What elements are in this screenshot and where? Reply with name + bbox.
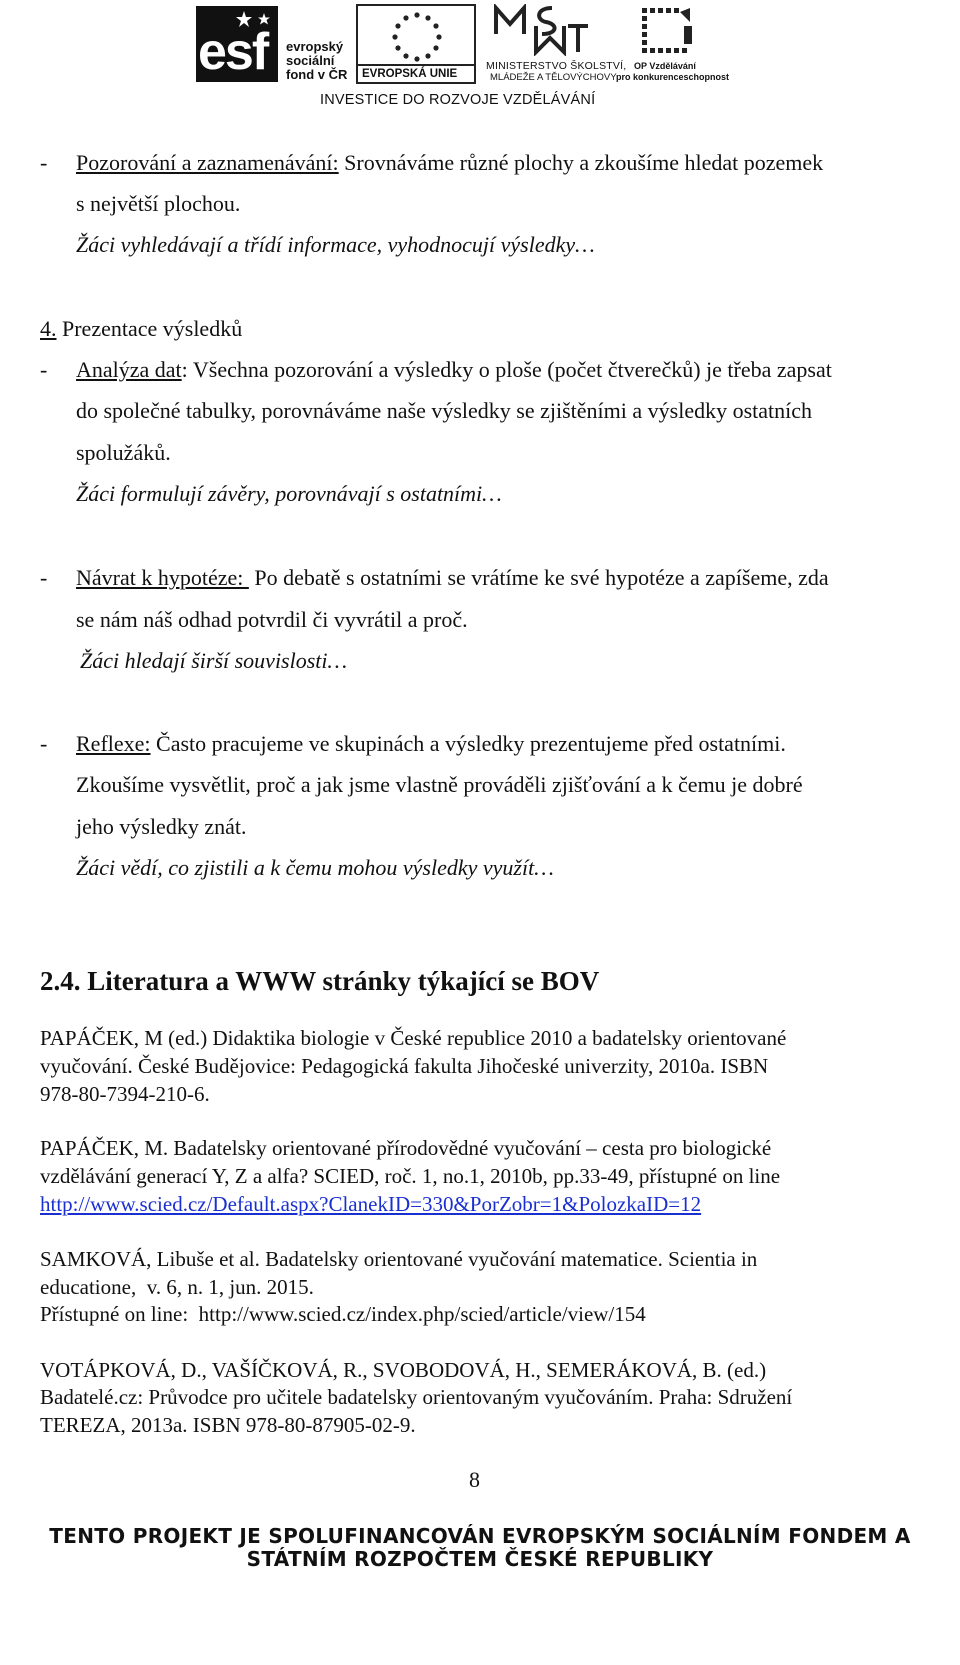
reference-2-line2: vzdělávání generací Y, Z a alfa? SCIED, roč. 1, no.1, 2010b, pp.33-49, přístupné on line — [40, 1164, 781, 1188]
paragraph-reflection-line1 — [76, 732, 786, 756]
section-heading: 2.4. Literatura a WWW stránky týkající se BOV — [40, 966, 600, 996]
italic-analysis: Žáci formulují závěry, porovnávají s ostatními… — [76, 481, 502, 506]
bullet-dash: - — [40, 150, 48, 175]
paragraph-hypothesis-line1 — [76, 566, 829, 590]
reference-4-line2: Badatelé.cz: Průvodce pro učitele badatelsky orientovaným vyučováním. Praha: Sdružení — [40, 1385, 793, 1409]
reference-3-line3: Přístupné on line: http://www.scied.cz/index.php/scied/article/view/154 — [40, 1302, 646, 1326]
paragraph-observation-line1 — [76, 151, 823, 175]
section-4-number: 4. — [40, 316, 57, 341]
op-logo — [614, 6, 730, 86]
italic-reflection: Žáci vědí, co zjistili a k čemu mohou výsledky využít… — [76, 855, 554, 880]
esf-logo — [196, 6, 356, 82]
op-line2: pro konkurenceschopnost — [616, 72, 730, 82]
bullet-dash: - — [40, 565, 48, 590]
reference-1-line1: PAPÁČEK, M (ed.) Didaktika biologie v České republice 2010 a badatelsky orientované — [40, 1026, 787, 1050]
reference-4-line1: VOTÁPKOVÁ, D., VAŠÍČKOVÁ, R., SVOBODOVÁ, H., SEMERÁKOVÁ, B. (ed.) — [40, 1358, 767, 1382]
msmt-line2: MLÁDEŽE A TĚLOVÝCHOVY — [490, 72, 617, 83]
label-observation: Pozorování a zaznamenávání: — [76, 150, 339, 175]
section-4-heading — [40, 317, 242, 341]
msmt-line1: MINISTERSTVO ŠKOLSTVÍ, — [486, 60, 627, 72]
header-logos — [0, 0, 960, 115]
label-reflection: Reflexe: — [76, 731, 151, 756]
eu-label: EVROPSKÁ UNIE — [362, 68, 458, 80]
paragraph-observation-line2: s největší plochou. — [76, 191, 241, 216]
text-analysis-1: : Všechna pozorování a výsledky o ploše (počet čtverečků) je třeba zapsat — [181, 357, 832, 382]
bullet-dash: - — [40, 731, 48, 756]
footer-line1: TENTO PROJEKT JE SPOLUFINANCOVÁN EVROPSKÝM SOCIÁLNÍM FONDEM A — [49, 1524, 911, 1548]
paragraph-reflection-line3: jeho výsledky znát. — [76, 814, 247, 839]
text-observation-1: Srovnáváme různé plochy a zkoušíme hledat pozemek — [338, 150, 824, 175]
reference-4-line3: TEREZA, 2013a. ISBN 978-80-87905-02-9. — [40, 1413, 416, 1437]
esf-logo-letters: esf — [198, 23, 268, 81]
msmt-emblem-icon — [492, 4, 592, 56]
esf-logo-line1: evropský — [286, 39, 344, 54]
bullet-dash: - — [40, 357, 48, 382]
italic-observation: Žáci vyhledávají a třídí informace, vyhodnocují výsledky… — [76, 232, 595, 257]
label-analysis: Analýza dat — [76, 357, 182, 382]
section-4-title: Prezentace výsledků — [56, 316, 243, 341]
eu-stars-icon — [391, 11, 443, 63]
op-emblem-icon — [636, 6, 696, 58]
paragraph-hypothesis-line2: se nám náš odhad potvrdil či vyvrátil a proč. — [76, 607, 468, 632]
reference-3-line1: SAMKOVÁ, Libuše et al. Badatelsky orientované vyučování matematice. Scientia in — [40, 1247, 758, 1271]
label-hypothesis: Návrat k hypotéze: — [76, 565, 249, 590]
paragraph-reflection-line2: Zkoušíme vysvětlit, proč a jak jsme vlastně prováděli zjišťování a k čemu je dobré — [76, 772, 803, 797]
reference-2-line1: PAPÁČEK, M. Badatelsky orientované přírodovědné vyučování – cesta pro biologické — [40, 1136, 772, 1160]
msmt-logo — [484, 2, 627, 84]
reference-2-link[interactable]: http://www.scied.cz/Default.aspx?ClanekID=330&PorZobr=1&PolozkaID=12 — [40, 1192, 702, 1216]
italic-hypothesis: Žáci hledají širší souvislosti… — [80, 648, 348, 673]
header-tagline: INVESTICE DO ROZVOJE VZDĚLÁVÁNÍ — [320, 92, 596, 108]
reference-3-line2: educatione, v. 6, n. 1, jun. 2015. — [40, 1275, 314, 1299]
eu-logo — [356, 4, 478, 84]
paragraph-analysis-line3: spolužáků. — [76, 440, 171, 465]
stars-icon — [236, 10, 276, 32]
op-line1: OP Vzdělávání — [634, 61, 696, 71]
footer-line2: STÁTNÍM ROZPOČTEM ČESKÉ REPUBLIKY — [246, 1547, 714, 1571]
esf-logo-line3: fond v ČR — [286, 67, 348, 82]
page-number: 8 — [469, 1467, 480, 1492]
paragraph-analysis-line2: do společné tabulky, porovnáváme naše výsledky se zjištěními a výsledky ostatních — [76, 398, 813, 423]
eu-flag — [356, 4, 476, 66]
reference-1-line3: 978-80-7394-210-6. — [40, 1082, 210, 1106]
reference-1-line2: vyučování. České Budějovice: Pedagogická fakulta Jihočeské univerzity, 2010a. ISBN — [40, 1054, 769, 1078]
esf-logo-line2: sociální — [286, 53, 335, 68]
text-hypothesis-1: Po debatě s ostatními se vrátíme ke své hypotéze a zapíšeme, zda — [248, 565, 829, 590]
paragraph-analysis-line1 — [76, 358, 832, 382]
text-reflection-1: Často pracujeme ve skupinách a výsledky prezentujeme před ostatními. — [150, 731, 786, 756]
